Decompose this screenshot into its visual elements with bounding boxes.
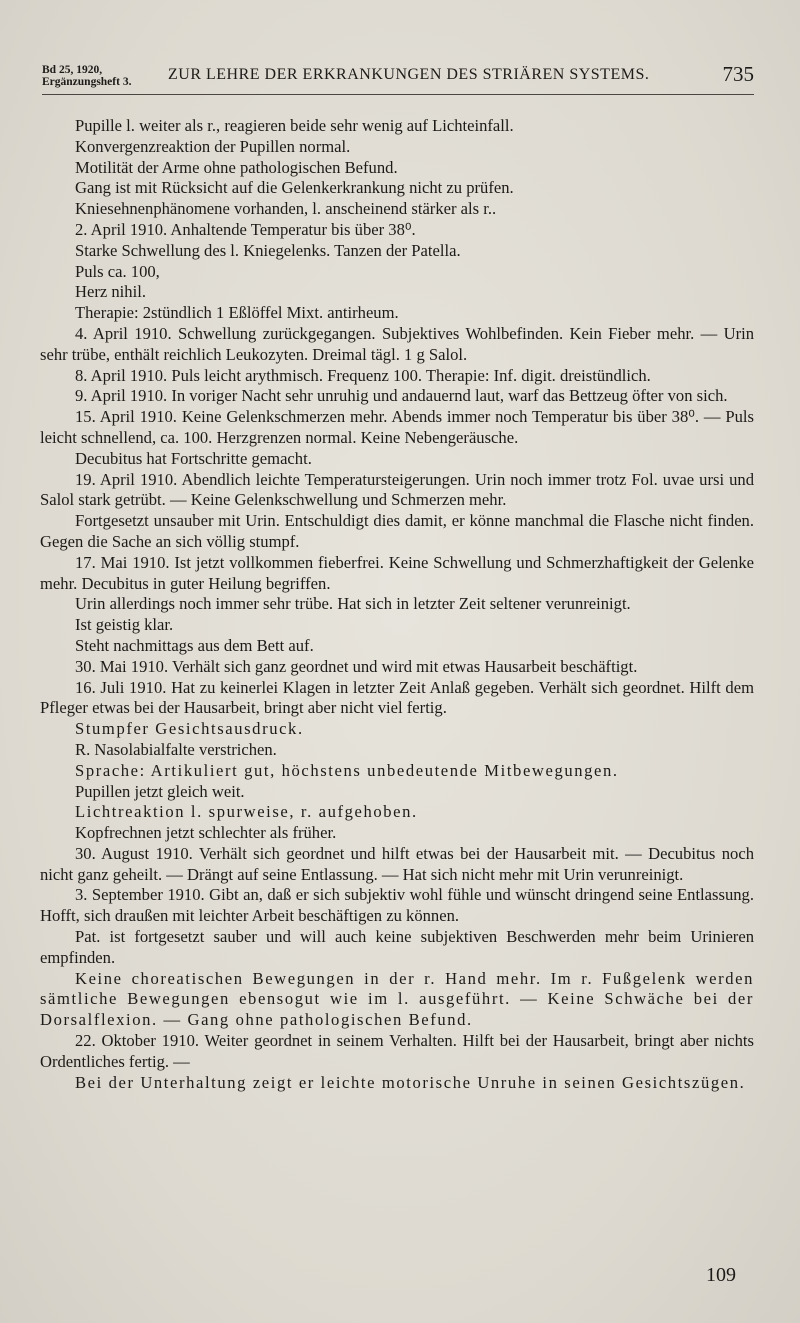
paragraph: Gang ist mit Rücksicht auf die Gelenkerkrankung nicht zu prüfen.	[75, 178, 514, 198]
paragraph: Konvergenzreaktion der Pupillen normal.	[75, 136, 351, 156]
paragraph: Steht nachmittags aus dem Bett auf.	[75, 635, 314, 655]
paragraph: 16. Juli 1910. Hat zu keinerlei Klagen in letzter Zeit Anlaß gegeben. Verhält sich geordnet. Hilft dem Pfleger etwas bei der Hausarbeit, bringt aber nicht viel fertig.	[40, 677, 754, 718]
paragraph: R. Nasolabialfalte verstrichen.	[75, 739, 277, 759]
paragraph: Pat. ist fortgesetzt sauber und will auch keine subjektiven Beschwerden mehr beim Urinieren empfinden.	[40, 927, 754, 967]
paragraph: 22. Oktober 1910. Weiter geordnet in seinem Verhalten. Hilft bei der Hausarbeit, bringt aber nichts Ordentliches fertig. —	[40, 1031, 754, 1071]
paragraph: Urin allerdings noch immer sehr trübe. Hat sich in letzter Zeit seltener verunreinigt.	[75, 594, 631, 614]
paragraph: Stumpfer Gesichtsausdruck.	[75, 719, 304, 739]
paragraph: Keine choreatischen Bewegungen in der r. Hand mehr. Im r. Fußgelenk werden sämtliche Bewegungen ebensogut wie im l. ausgeführt. — Keine Schwäche bei der Dorsalflexion. — Gang ohne pathologischen Befund.	[40, 968, 754, 1030]
volume-line-2: Ergänzungsheft 3.	[42, 76, 132, 88]
paragraph: 17. Mai 1910. Ist jetzt vollkommen fieberfrei. Keine Schwellung und Schmerzhaftigkeit der Gelenke mehr. Decubitus in guter Heilung begriffen.	[40, 552, 754, 593]
running-header	[42, 62, 754, 95]
paragraph: Bei der Unterhaltung zeigt er leichte motorische Unruhe in seinen Gesichtszügen.	[75, 1072, 746, 1092]
paragraph: Starke Schwellung des l. Kniegelenks. Tanzen der Patella.	[75, 240, 461, 260]
paragraph: Kniesehnenphänomene vorhanden, l. anscheinend stärker als r..	[75, 199, 497, 219]
paragraph: Ist geistig klar.	[75, 615, 174, 635]
paragraph: Fortgesetzt unsauber mit Urin. Entschuldigt dies damit, er könne manchmal die Flasche nicht finden. Gegen die Sache an sich völlig stumpf.	[40, 511, 754, 551]
paragraph: Decubitus hat Fortschritte gemacht.	[75, 448, 312, 468]
volume-info	[42, 64, 131, 88]
paragraph: 8. April 1910. Puls leicht arythmisch. Frequenz 100. Therapie: Inf. digit. dreistündlich.	[75, 365, 651, 385]
paragraph: 9. April 1910. In voriger Nacht sehr unruhig und andauernd laut, warf das Bettzeug öfter von sich.	[75, 386, 728, 406]
paragraph: Pupillen jetzt gleich weit.	[75, 781, 245, 801]
page-body	[40, 116, 754, 1093]
paragraph: Pupille l. weiter als r., reagieren beide sehr wenig auf Lichteinfall.	[75, 116, 514, 135]
paragraph: Kopfrechnen jetzt schlechter als früher.	[75, 823, 337, 843]
volume-line-1: Bd 25, 1920,	[42, 64, 103, 76]
paragraph: 4. April 1910. Schwellung zurückgegangen. Subjektives Wohlbefinden. Kein Fieber mehr. — Urin sehr trübe, enthält reichlich Leukozyten. Dreimal tägl. 1 g Salol.	[40, 323, 754, 364]
paragraph: Therapie: 2stündlich 1 Eßlöffel Mixt. antirheum.	[75, 303, 399, 323]
paragraph: Motilität der Arme ohne pathologischen Befund.	[75, 157, 398, 177]
paragraph: 30. August 1910. Verhält sich geordnet und hilft etwas bei der Hausarbeit mit. — Decubitus noch nicht ganz geheilt. — Drängt auf seine Entlassung. — Hat sich nicht mehr mit Urin verunreinigt.	[40, 843, 754, 884]
paragraph: Lichtreaktion l. spurweise, r. aufgehoben.	[75, 802, 418, 822]
paragraph: Puls ca. 100,	[75, 261, 160, 281]
running-title: ZUR LEHRE DER ERKRANKUNGEN DES STRIÄREN SYSTEMS.	[168, 66, 650, 83]
paragraph: 30. Mai 1910. Verhält sich ganz geordnet und wird mit etwas Hausarbeit beschäftigt.	[75, 656, 638, 676]
paragraph: Sprache: Artikuliert gut, höchstens unbedeutende Mitbewegungen.	[75, 760, 619, 780]
paragraph: 2. April 1910. Anhaltende Temperatur bis über 38⁰.	[75, 219, 416, 239]
paragraph: 3. September 1910. Gibt an, daß er sich subjektiv wohl fühle und wünscht dringend seine Entlassung. Hofft, sich draußen mit leichter Arbeit beschäftigen zu können.	[40, 885, 754, 926]
paragraph: Herz nihil.	[75, 282, 146, 302]
paragraph: 15. April 1910. Keine Gelenkschmerzen mehr. Abends immer noch Temperatur bis über 38⁰. — Puls leicht schnellend, ca. 100. Herzgrenzen normal. Keine Nebengeräusche.	[40, 407, 754, 447]
paragraph: 19. April 1910. Abendlich leichte Temperatursteigerungen. Urin noch immer trotz Fol. uvae ursi und Salol stark getrübt. — Keine Gelenkschwellung und Schmerzen mehr.	[40, 469, 754, 510]
page-number: 735	[722, 62, 754, 86]
signature-mark: 109	[706, 1264, 736, 1286]
